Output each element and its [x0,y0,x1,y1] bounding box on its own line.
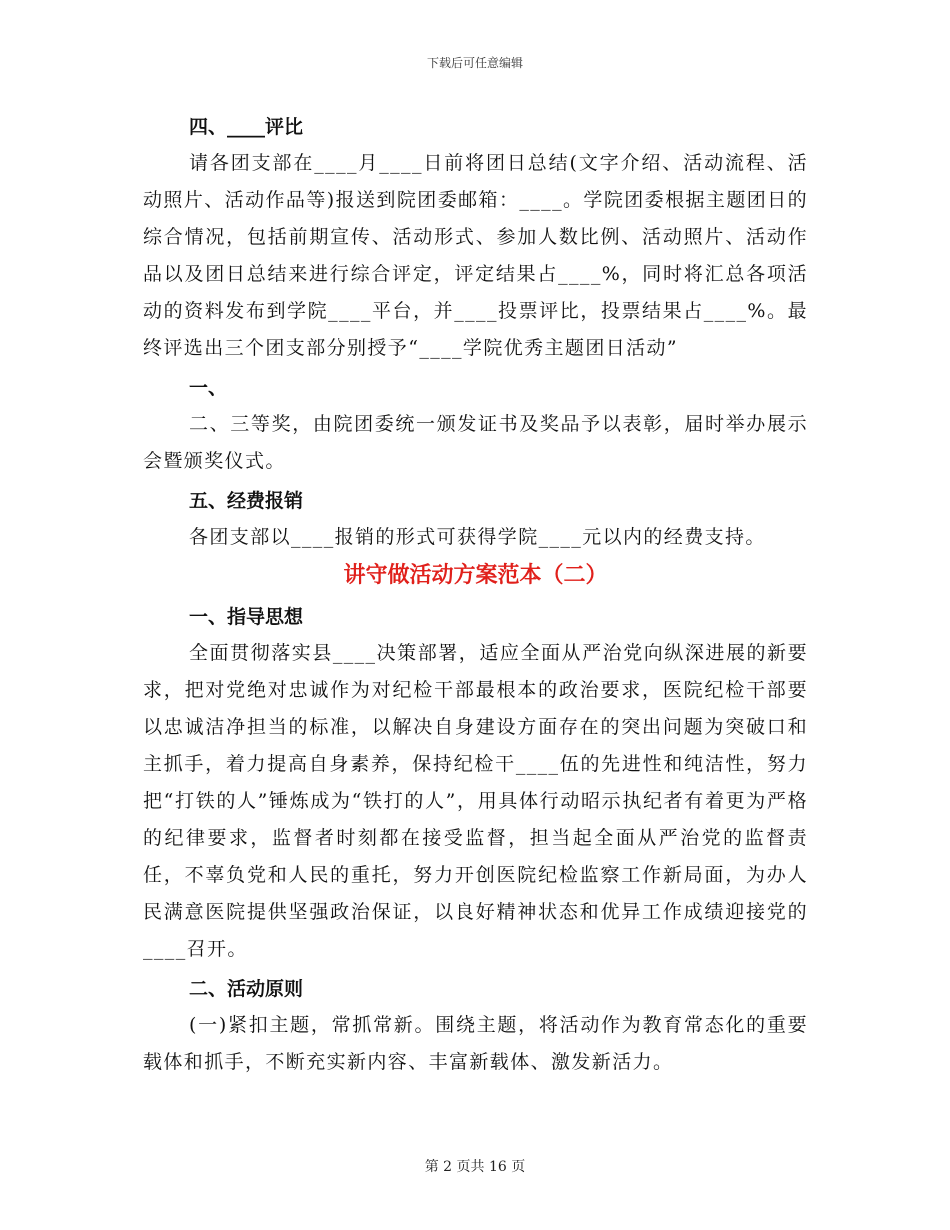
part-2-heading: 二、活动原则 [189,978,304,1000]
section-5-paragraph: 各团支部以____报销的形式可获得学院____元以内的经费支持。 [189,526,766,548]
section-5-heading: 五、经费报销 [189,490,304,512]
section-4-heading: 四、____评比 [189,116,304,138]
page-header-note: 下载后可任意编辑 [426,56,523,70]
part-2-paragraph: (一)紧扣主题，常抓常新。围绕主题，将活动作为教育常态化的重要载体和抓手，不断充实新内容、丰富新载体、激发新活力。 [143,1014,808,1073]
part-1-paragraph: 全面贯彻落实县____决策部署，适应全面从严治党向纵深进展的新要求，把对党绝对忠诚作为对纪检干部最根本的政治要求，医院纪检干部要以忠诚洁净担当的标准，以解决自身建设方面存在的突出问题为突破口和主抓手，着力提高自身素养，保持纪检干____伍的先进性和纯洁性，努力把“打铁的人”锤炼成为“铁打的人”，用具体行动昭示执纪者有着更为严格的纪律要求，监督者时刻都在接受监督，担当起全面从严治党的监督责任，不辜负党和人民的重托，努力开创医院纪检监察工作新局面，为办人民满意医院提供坚强政治保证，以良好精神状态和优异工作成绩迎接党的____召开。 [143,642,808,960]
section-4-item-2: 二、三等奖，由院团委统一颁发证书及奖品予以表彰，届时举办展示会暨颁奖仪式。 [143,413,808,472]
section-4-item-1: 一、 [189,377,228,399]
page-footer-pagination: 第 2 页共 16 页 [424,1159,526,1175]
section-4-paragraph: 请各团支部在____月____日前将团日总结(文字介绍、活动流程、活动照片、活动作品等)报送到院团委邮箱：____。学院团委根据主题团日的综合情况，包括前期宣传、活动形式、参加人数比例、活动照片、活动作品以及团日总结来进行综合评定，评定结果占____%，同时将汇总各项活动的资料发布到学院____平台，并____投票评比，投票结果占____%。最终评选出三个团支部分别授予“____学院优秀主题团日活动” [143,152,808,359]
document-body [143,110,808,1081]
document-title: 讲守做活动方案范本（二） [343,563,608,588]
part-1-heading: 一、指导思想 [189,606,304,628]
